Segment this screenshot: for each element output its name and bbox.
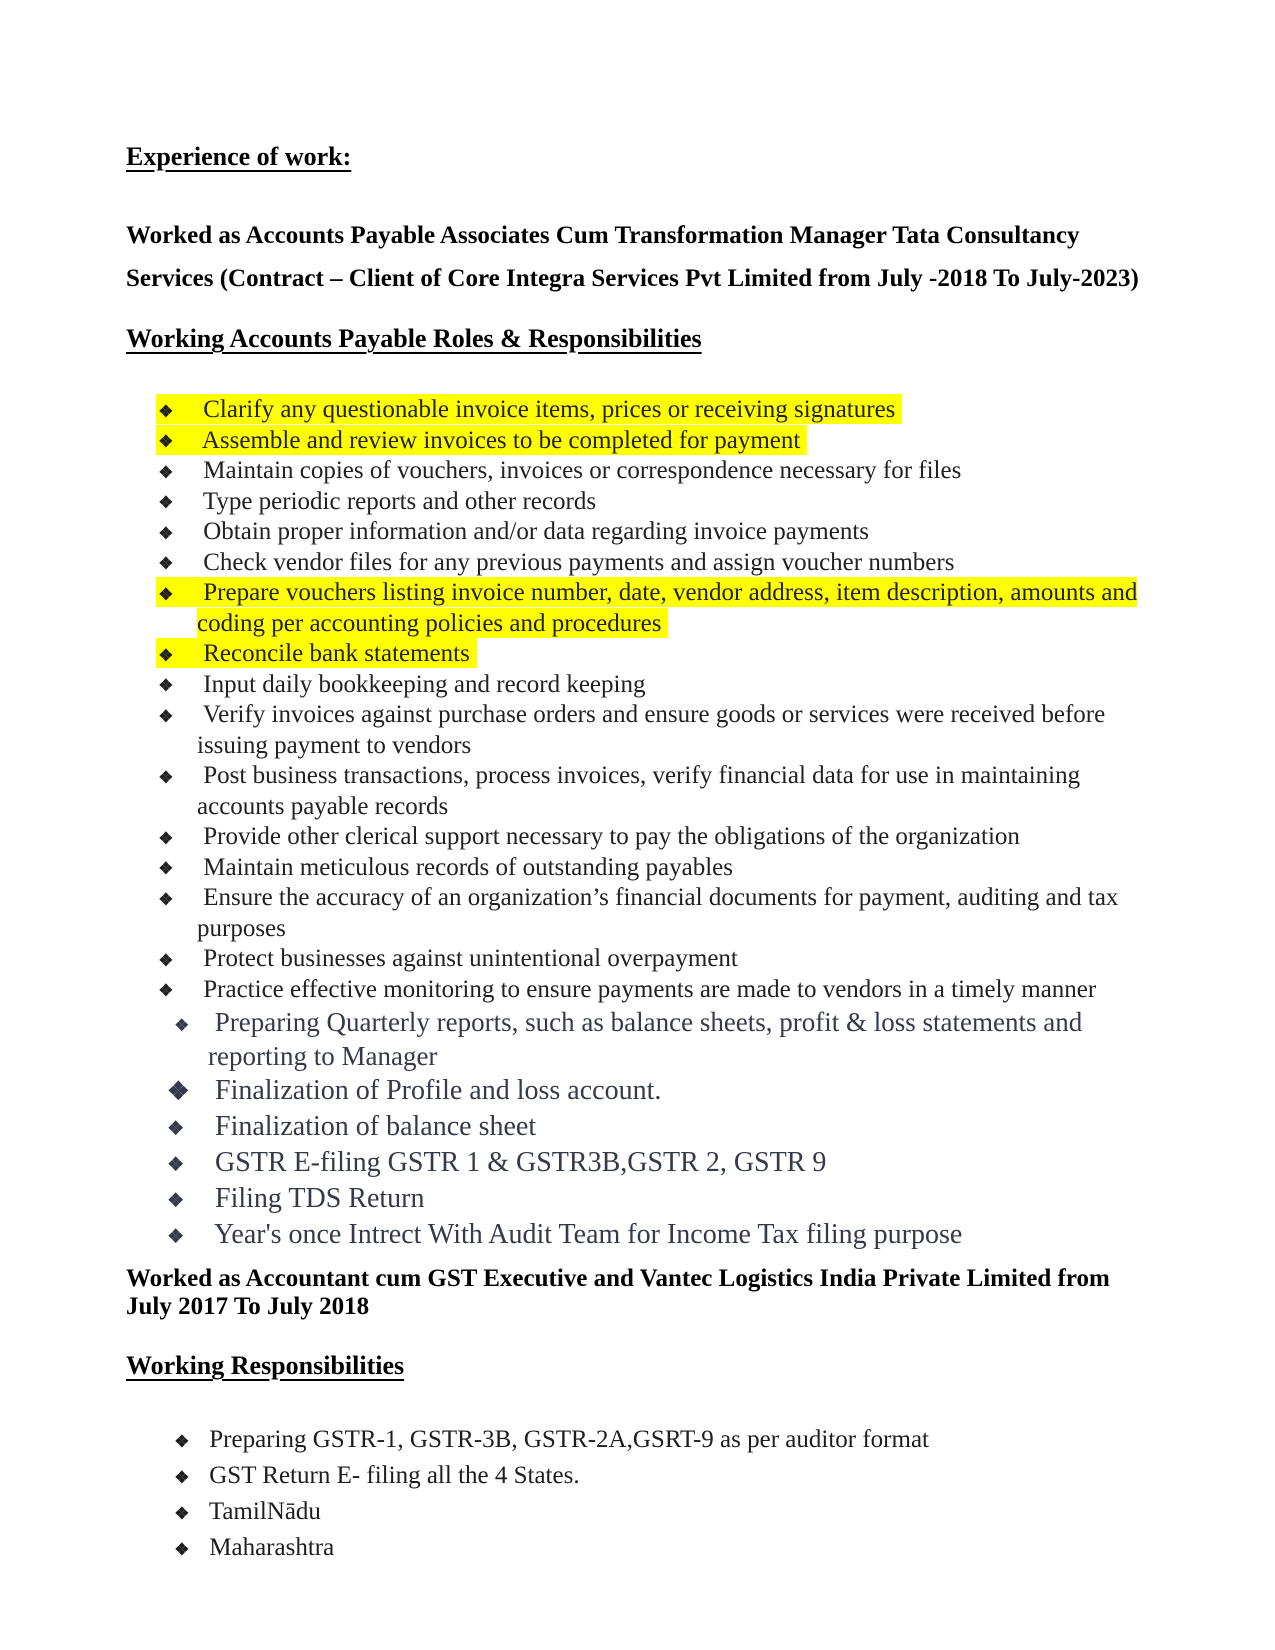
- responsibility-item: [126, 944, 1157, 975]
- responsibility-text: Assemble and review invoices to be completed for payment: [201, 426, 801, 454]
- responsibility-text: Clarify any questionable invoice items, prices or receiving signatures: [203, 396, 896, 423]
- responsibility-item: [126, 548, 1157, 579]
- responsibility-item: [126, 1145, 1157, 1181]
- responsibility-line: [156, 457, 961, 484]
- responsibility-item: [126, 1073, 1157, 1109]
- responsibility-item: [126, 639, 1157, 670]
- responsibility-line: [156, 823, 1020, 850]
- responsibility-item: [126, 1422, 1157, 1458]
- responsibility-line: [156, 762, 1080, 820]
- responsibility-line: [156, 577, 1137, 638]
- responsibility-text: Practice effective monitoring to ensure payments are made to vendors in a timely manner: [203, 975, 1097, 1003]
- responsibility-text: GST Return E- filing all the 4 States.: [209, 1462, 580, 1489]
- responsibility-item: [126, 1458, 1157, 1494]
- responsibility-text: Preparing Quarterly reports, such as balance sheets, profit & loss statements and reporting to Manager: [208, 1007, 1083, 1071]
- responsibility-line: [168, 1075, 661, 1106]
- responsibility-text: Year's once Intrect With Audit Team for Income Tax filing purpose: [213, 1219, 963, 1250]
- responsibility-item: [126, 761, 1157, 822]
- responsibility-text: GSTR E-filing GSTR 1 & GSTR3B,GSTR 2, GSTR 9: [215, 1147, 827, 1178]
- responsibility-text: TamilNādu: [208, 1498, 321, 1525]
- job1-heading: Worked as Accounts Payable Associates Cum Transformation Manager Tata Consultancy Services (Contract – Client of Core Integra Services Pvt Limited from July -2018 To July-2023): [126, 222, 1139, 292]
- responsibility-line: [168, 1183, 425, 1214]
- responsibility-line: [156, 488, 596, 515]
- job2-heading: Worked as Accountant cum GST Executive and Vantec Logistics India Private Limited from July 2017 To July 2018: [126, 1265, 1110, 1320]
- responsibility-text: Maintain meticulous records of outstanding payables: [203, 853, 733, 881]
- responsibility-text: Obtain proper information and/or data regarding invoice payments: [203, 518, 870, 545]
- responsibility-item: [126, 1005, 1157, 1073]
- responsibility-text: Protect businesses against unintentional overpayment: [203, 945, 738, 972]
- responsibility-line: [156, 976, 1096, 1003]
- job2-responsibilities-list: [126, 1422, 1157, 1566]
- four-diamond-bullet-icon: [156, 883, 197, 914]
- responsibility-line: [175, 1426, 929, 1453]
- responsibility-text: Filing TDS Return: [215, 1183, 425, 1214]
- responsibility-text: Maintain copies of vouchers, invoices or correspondence necessary for files: [203, 457, 962, 484]
- four-diamond-bullet-icon: [175, 1005, 208, 1039]
- four-diamond-bullet-icon: [175, 1530, 203, 1566]
- four-diamond-bullet-icon: [156, 944, 197, 975]
- responsibility-item: [126, 975, 1157, 1006]
- four-diamond-bullet-icon: [156, 578, 197, 609]
- responsibility-line: [156, 671, 645, 698]
- responsibility-item: [126, 578, 1157, 639]
- four-diamond-bullet-icon: [156, 853, 197, 884]
- responsibility-item: [126, 1530, 1157, 1566]
- responsibility-line: [156, 425, 807, 455]
- four-diamond-bullet-icon: [175, 1458, 203, 1494]
- four-diamond-bullet-icon: [156, 700, 197, 731]
- responsibility-item: [126, 853, 1157, 884]
- responsibility-text: Ensure the accuracy of an organization’s financial documents for payment, auditing and tax purposes: [197, 884, 1119, 942]
- four-diamond-bullet-icon: [156, 639, 197, 670]
- responsibility-text: Prepare vouchers listing invoice number, date, vendor address, item description, amounts and coding per accounting policies and procedures: [197, 579, 1138, 637]
- four-diamond-bullet-icon: [156, 517, 197, 548]
- responsibility-line: [156, 549, 954, 576]
- responsibility-line: [175, 1534, 334, 1561]
- four-diamond-bullet-icon: [168, 1109, 208, 1145]
- section-title-experience-of-work: Experience of work:: [126, 142, 352, 171]
- responsibility-item: [126, 883, 1157, 944]
- responsibility-text: Finalization of Profile and loss account.: [215, 1075, 662, 1106]
- four-diamond-bullet-icon: [156, 487, 197, 518]
- responsibility-item: [126, 1217, 1157, 1253]
- four-diamond-bullet-icon: [168, 1217, 208, 1253]
- responsibility-item: [126, 1181, 1157, 1217]
- responsibility-item: [126, 822, 1157, 853]
- responsibility-text: Verify invoices against purchase orders and ensure goods or services were received before issuing payment to vendors: [197, 701, 1106, 759]
- responsibility-line: [156, 638, 477, 668]
- four-diamond-bullet-icon: [175, 1422, 203, 1458]
- four-diamond-bullet-icon: [156, 670, 197, 701]
- responsibility-line: [156, 701, 1105, 759]
- responsibility-text: Post business transactions, process invoices, verify financial data for use in maintaining accounts payable records: [197, 762, 1081, 820]
- responsibility-text: Maharashtra: [209, 1534, 335, 1561]
- responsibility-item: [126, 517, 1157, 548]
- four-diamond-bullet-icon: [168, 1145, 208, 1181]
- responsibility-line: [168, 1219, 962, 1250]
- responsibility-line: [156, 884, 1118, 942]
- responsibility-text: Reconcile bank statements: [203, 640, 470, 667]
- responsibility-item: [126, 395, 1157, 426]
- responsibility-line: [156, 394, 902, 424]
- responsibility-text: Finalization of balance sheet: [215, 1111, 537, 1142]
- four-diamond-bullet-icon: [156, 761, 197, 792]
- job1-subheading-roles-responsibilities: Working Accounts Payable Roles & Responsibilities: [126, 324, 702, 353]
- four-diamond-bullet-icon: [156, 426, 197, 457]
- responsibility-line: [175, 1007, 1082, 1071]
- responsibility-item: [126, 426, 1157, 457]
- responsibility-line: [156, 518, 869, 545]
- responsibility-line: [175, 1498, 321, 1525]
- responsibility-text: Type periodic reports and other records: [202, 487, 597, 515]
- responsibility-line: [156, 945, 738, 972]
- responsibility-line: [156, 854, 733, 881]
- job1-responsibilities-list: [126, 395, 1157, 1253]
- responsibility-item: [126, 1494, 1157, 1530]
- four-diamond-bullet-icon: [168, 1181, 208, 1217]
- four-diamond-bullet-icon: [168, 1073, 208, 1109]
- responsibility-item: [126, 487, 1157, 518]
- four-diamond-bullet-icon: [175, 1494, 203, 1530]
- responsibility-line: [168, 1147, 826, 1178]
- four-diamond-bullet-icon: [156, 548, 197, 579]
- responsibility-item: [126, 456, 1157, 487]
- responsibility-text: Input daily bookkeeping and record keeping: [203, 670, 646, 698]
- responsibility-line: [175, 1462, 580, 1489]
- responsibility-item: [126, 670, 1157, 701]
- four-diamond-bullet-icon: [156, 822, 197, 853]
- responsibility-text: Preparing GSTR-1, GSTR-3B, GSTR-2A,GSRT-9 as per auditor format: [209, 1426, 929, 1453]
- responsibility-text: Check vendor files for any previous payments and assign voucher numbers: [203, 548, 955, 576]
- four-diamond-bullet-icon: [156, 975, 197, 1006]
- responsibility-item: [126, 1109, 1157, 1145]
- responsibility-text: Provide other clerical support necessary to pay the obligations of the organization: [203, 823, 1020, 850]
- responsibility-item: [126, 700, 1157, 761]
- job2-subheading-working-responsibilities: Working Responsibilities: [126, 1351, 405, 1380]
- responsibility-line: [168, 1111, 536, 1142]
- four-diamond-bullet-icon: [156, 395, 197, 426]
- four-diamond-bullet-icon: [156, 456, 197, 487]
